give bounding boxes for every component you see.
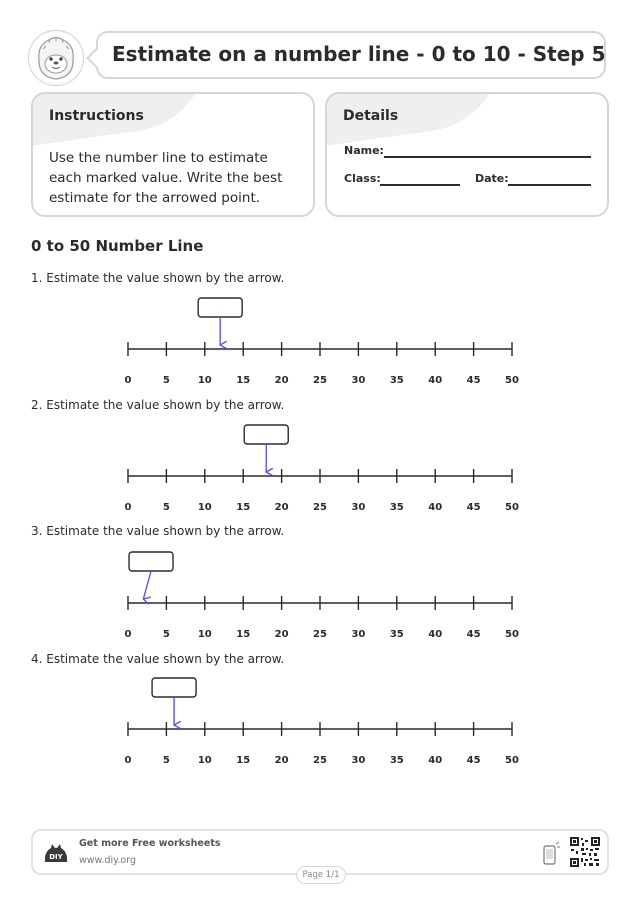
tick-label: 10	[197, 629, 212, 640]
number-line-3	[0, 547, 640, 657]
number-line-2	[0, 420, 640, 530]
pointer-arrow	[143, 571, 151, 599]
details-heading: Details	[343, 108, 399, 124]
tick-label: 10	[197, 375, 212, 386]
question-2-label: 2. Estimate the value shown by the arrow.	[31, 398, 285, 412]
name-label: Name:	[344, 144, 384, 157]
instructions-heading: Instructions	[49, 108, 144, 124]
tick-label: 30	[351, 375, 366, 386]
question-4-label: 4. Estimate the value shown by the arrow.	[31, 652, 285, 666]
title-banner	[96, 31, 606, 79]
tick-label: 40	[428, 375, 443, 386]
date-label: Date:	[475, 172, 509, 185]
number-line-4	[0, 673, 640, 783]
instructions-text: Use the number line to estimate each marked value. Write the best estimate for the arrowed point.	[49, 150, 283, 206]
tick-label: 45	[466, 755, 481, 766]
tick-label: 25	[313, 502, 327, 513]
qr-code-icon[interactable]	[569, 836, 601, 868]
tick-label: 15	[236, 375, 251, 386]
tick-label: 20	[274, 502, 289, 513]
answer-box	[244, 425, 288, 444]
tick-label: 5	[162, 629, 170, 640]
class-field[interactable]	[380, 184, 460, 186]
question-1-label: 1. Estimate the value shown by the arrow.	[31, 271, 285, 285]
tick-label: 20	[274, 629, 289, 640]
tick-label: 50	[505, 629, 519, 640]
yeti-icon	[29, 31, 83, 85]
phone-app-icon	[541, 841, 561, 867]
tick-label: 20	[274, 375, 289, 386]
tick-label: 0	[124, 502, 132, 513]
tick-label: 25	[313, 375, 327, 386]
number-line-1	[0, 293, 640, 403]
tick-label: 30	[351, 755, 366, 766]
tick-label: 35	[389, 502, 404, 513]
mascot-avatar	[28, 30, 84, 86]
date-field[interactable]	[508, 184, 591, 186]
tick-label: 5	[162, 755, 170, 766]
tick-label: 0	[124, 755, 132, 766]
tick-label: 40	[428, 755, 443, 766]
footer-promo-text: Get more Free worksheets	[79, 838, 221, 849]
tick-label: 35	[389, 755, 404, 766]
tick-label: 15	[236, 755, 251, 766]
tick-label: 35	[389, 629, 404, 640]
section-title: 0 to 50 Number Line	[31, 237, 204, 255]
tick-label: 50	[505, 502, 519, 513]
tick-label: 50	[505, 375, 519, 386]
answer-box	[129, 552, 173, 571]
tick-label: 5	[162, 375, 170, 386]
page-title: Estimate on a number line - 0 to 10 - Step 5	[112, 42, 606, 66]
tick-label: 30	[351, 629, 366, 640]
diy-logo-icon	[43, 842, 69, 864]
svg-text:DIY: DIY	[49, 853, 63, 861]
page-indicator: Page 1/1	[296, 866, 346, 884]
tick-label: 30	[351, 502, 366, 513]
tick-label: 45	[466, 502, 481, 513]
name-field[interactable]	[384, 156, 591, 158]
tick-label: 40	[428, 502, 443, 513]
tick-label: 50	[505, 755, 519, 766]
details-card	[325, 92, 609, 217]
tick-label: 10	[197, 502, 212, 513]
tick-label: 25	[313, 629, 327, 640]
tick-label: 20	[274, 755, 289, 766]
tick-label: 25	[313, 755, 327, 766]
answer-box	[198, 298, 242, 317]
tick-label: 0	[124, 629, 132, 640]
question-3-label: 3. Estimate the value shown by the arrow.	[31, 524, 285, 538]
class-label: Class:	[344, 172, 381, 185]
instructions-card	[31, 92, 315, 217]
tick-label: 35	[389, 375, 404, 386]
answer-box	[152, 678, 196, 697]
tick-label: 5	[162, 502, 170, 513]
tick-label: 10	[197, 755, 212, 766]
tick-label: 45	[466, 629, 481, 640]
tick-label: 15	[236, 502, 251, 513]
tick-label: 40	[428, 629, 443, 640]
tick-label: 0	[124, 375, 132, 386]
footer-link[interactable]: www.diy.org	[79, 855, 136, 866]
tick-label: 15	[236, 629, 251, 640]
tick-label: 45	[466, 375, 481, 386]
